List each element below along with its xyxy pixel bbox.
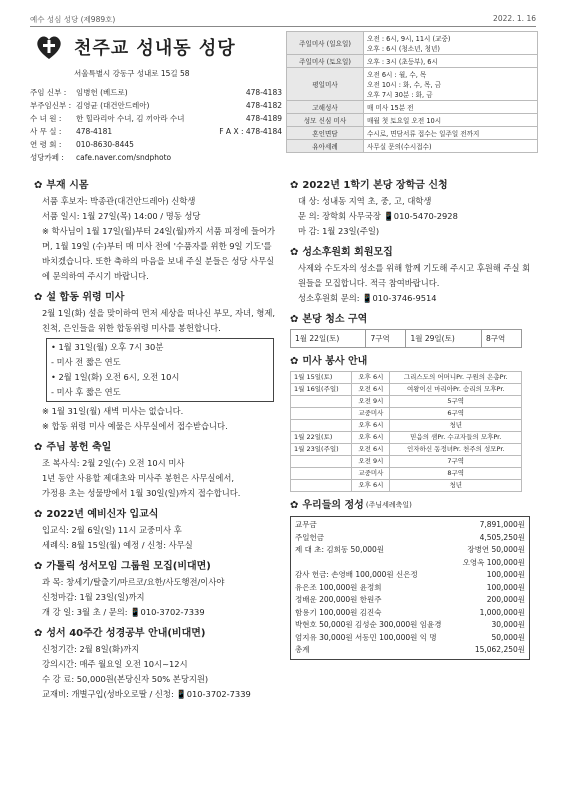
top-bar xyxy=(30,10,536,26)
cleaning-cell: 1월 29일(토) xyxy=(406,330,481,348)
staff-value: 010-8630-8445 xyxy=(76,140,134,149)
mass-times xyxy=(364,127,538,140)
mass-time-line: 오후 7시 30분 : 화, 금 xyxy=(367,91,433,99)
mass-time-line: 오후 : 6시 (청소년, 청년) xyxy=(367,45,440,53)
section-heading: ✿ 성소후원회 회원모집 xyxy=(290,247,393,258)
service-date xyxy=(291,480,352,492)
mass-time-line: 오후 : 3시 (초등부), 6시 xyxy=(367,58,438,66)
donation-amount: 100,000원 xyxy=(486,582,525,592)
service-row xyxy=(291,444,522,456)
donation-name: 정배운 200,000원 한원주 xyxy=(295,595,382,604)
donation-name: 유은조 100,000원 윤정희 xyxy=(295,582,382,592)
star-icon: ✿ xyxy=(290,180,299,191)
donation-amount: 15,062,250원 xyxy=(474,645,525,654)
service-time: 오후 6시 xyxy=(352,420,390,432)
star-icon: ✿ xyxy=(34,509,43,520)
mass-type: 고해성사 xyxy=(287,101,364,114)
donation-name: 엄지유 30,000원 서동민 100,000원 익 명 xyxy=(295,632,437,642)
service-date xyxy=(291,468,352,480)
donation-row xyxy=(295,594,525,607)
service-row xyxy=(291,372,522,384)
staff-value: 한 힐라리아 수녀, 김 끼아라 수녀 xyxy=(76,114,185,123)
star-icon: ✿ xyxy=(290,356,299,367)
cleaning-cell: 8구역 xyxy=(481,330,521,348)
section-body xyxy=(34,575,280,620)
text-line: 교재비: 개별구입(성바오로딸 / 신청: 📱010-3702-7339 xyxy=(42,689,251,699)
mass-times xyxy=(364,55,538,68)
service-date: 1월 15일(토) xyxy=(291,372,352,384)
cleaning-cell: 1월 22일(토) xyxy=(291,330,366,348)
service-time: 교중미사 xyxy=(352,408,390,420)
text-line: ※ 합동 위령 미사 예물은 사무실에서 접수받습니다. xyxy=(42,421,228,431)
staff-label: 성당카페 : xyxy=(30,153,64,162)
mass-time-line: 사무실 문의(수시접수) xyxy=(367,143,432,151)
section-body: 2월 1일(화) 설을 맞이하여 먼저 세상을 떠나신 부모, 자녀, 형제, 친척, 은인들을 위한 합동위령 미사를 봉헌합니다. xyxy=(42,308,276,333)
service-row xyxy=(291,480,522,492)
mass-type: 주일미사 (토요일) xyxy=(287,55,364,68)
mass-row xyxy=(287,68,538,101)
mass-row xyxy=(287,127,538,140)
donation-amount: 7,891,000원 xyxy=(479,520,525,529)
donation-name: 교무금 xyxy=(295,520,317,529)
staff-row xyxy=(30,86,282,99)
service-group: 6구역 xyxy=(390,408,522,420)
donation-row xyxy=(295,569,525,582)
donation-row xyxy=(295,519,525,532)
service-row xyxy=(291,468,522,480)
mass-row xyxy=(287,101,538,114)
mass-time-line: 수시로, 면담서류 접수는 일주일 전까지 xyxy=(367,130,480,138)
donation-amount: 200,000원 xyxy=(486,595,525,604)
divider xyxy=(30,26,536,27)
staff-phone: 478-4189 xyxy=(245,114,282,123)
donation-name: 감사 헌금: 손영배 100,000원 신은정 xyxy=(295,570,418,579)
text-line: 문 의: 장학회 사무국장 📱010-5470-2928 xyxy=(298,211,458,221)
church-title: 천주교 성내동 성당 xyxy=(74,38,236,59)
star-icon: ✿ xyxy=(290,500,299,511)
section-body xyxy=(34,523,280,553)
mass-time-line: 오전 10시 : 화, 수, 목, 금 xyxy=(367,81,442,89)
donation-amount: 장병연 50,000원 xyxy=(467,545,525,554)
service-group: 청년 xyxy=(390,480,522,492)
service-group: 8구역 xyxy=(390,468,522,480)
donation-row xyxy=(295,582,525,595)
mass-times xyxy=(364,140,538,153)
staff-label: 수 녀 원 : xyxy=(30,114,62,123)
text-line: 세례식: 8월 15일(월) 예정 / 신청: 사무실 xyxy=(42,540,193,550)
section-heading: ✿ 부재 시몸 xyxy=(34,180,89,191)
staff-row xyxy=(30,99,282,112)
staff-list xyxy=(30,86,282,164)
service-group: 5구역 xyxy=(390,396,522,408)
star-icon: ✿ xyxy=(34,292,43,303)
service-date: 1월 23일(주일) xyxy=(291,444,352,456)
star-icon: ✿ xyxy=(34,628,43,639)
staff-label: 부주임신부 : xyxy=(30,101,72,110)
service-time: 오전 6시 xyxy=(352,384,390,396)
staff-value: 478-4181 xyxy=(76,127,113,136)
text-line: 성소후원회 문의: 📱010-3746-9514 xyxy=(298,293,437,303)
text-line: 사제와 수도자의 성소를 위해 함께 기도해 주시고 후원해 주실 회원들을 모집합니다. 적극 참여바랍니다. xyxy=(298,263,531,288)
donation-amount: 30,000원 xyxy=(491,620,525,629)
staff-value: 김영균 (대건안드레아) xyxy=(76,101,150,110)
text-line: ※ 학사님이 1월 17일(월)부터 24일(월)까지 서품 피정에 들어가며, 1월 19일 (수)부터 매 미사 전에 '수품자를 위한 9일 기도'를 바치겠습니다. 또한 축하의 마음을 보내 주실 분들은 성당 사무실에 문의하여 주시기 바랍니다. xyxy=(42,226,276,281)
section-heading: ✿ 우리들의 정성 (주님세례축일) xyxy=(290,500,412,511)
staff-value: 임병헌 (베드로) xyxy=(76,88,128,97)
donation-amount: 4,505,250원 xyxy=(479,532,525,542)
service-row xyxy=(291,432,522,444)
text-line: • 1월 31일(월) 오후 7시 30분 xyxy=(51,342,164,352)
staff-phone: F A X : 478-4184 xyxy=(219,127,282,136)
church-header xyxy=(30,32,282,168)
donation-box xyxy=(290,516,530,660)
star-icon: ✿ xyxy=(34,180,43,191)
text-line: - 미사 후 짧은 연도 xyxy=(51,387,121,397)
donation-row xyxy=(295,644,525,657)
mass-time-line: 매 미사 15분 전 xyxy=(367,104,414,112)
section-body xyxy=(290,261,538,306)
service-date xyxy=(291,456,352,468)
service-group: 그리스도의 어머니Pr. 구원의 은총Pr. xyxy=(390,372,522,384)
donation-name: 제 대 초: 김희동 50,000원 xyxy=(295,545,385,554)
section-heading: ✿ 가톨릭 성서모임 그룹원 모집(비대면) xyxy=(34,561,211,572)
cleaning-cell: 7구역 xyxy=(366,330,406,348)
church-logo-icon xyxy=(34,32,64,62)
right-column xyxy=(290,172,538,660)
section-body xyxy=(290,194,538,239)
text-line: 서품 후보자: 박종관(대건안드레아) 신학생 xyxy=(42,196,196,206)
text-line: • 2월 1일(화) 오전 6시, 오전 10시 xyxy=(51,372,180,382)
mass-times xyxy=(364,68,538,101)
service-row xyxy=(291,408,522,420)
service-row xyxy=(291,384,522,396)
mass-type: 유아세례 xyxy=(287,140,364,153)
donation-row xyxy=(295,557,525,570)
schedule-box xyxy=(46,338,274,402)
mass-row xyxy=(287,140,538,153)
staff-row xyxy=(30,138,282,151)
staff-label: 사 무 실 : xyxy=(30,127,62,136)
mass-times xyxy=(364,114,538,127)
cleaning-table xyxy=(290,329,522,348)
service-time: 오전 6시 xyxy=(352,444,390,456)
donation-name: 총계 xyxy=(295,645,310,654)
mass-type: 혼인면담 xyxy=(287,127,364,140)
text-line: 가정용 초는 성물방에서 1월 30일(일)까지 접수합니다. xyxy=(42,488,241,498)
text-line: 수 강 료: 50,000원(본당신자 50% 본당지원) xyxy=(42,674,209,684)
issue-date: 2022. 1. 16 xyxy=(493,14,536,23)
text-line: 개 강 일: 3월 초 / 문의: 📱010-3702-7339 xyxy=(42,607,205,617)
text-line: ※ 1월 31일(월) 새벽 미사는 없습니다. xyxy=(42,406,184,416)
donation-row xyxy=(295,619,525,632)
service-table xyxy=(290,371,522,492)
section-heading: ✿ 미사 봉사 안내 xyxy=(290,356,368,367)
text-line: 마 감: 1월 23일(주일) xyxy=(298,226,380,236)
staff-label: 주임 신부 : xyxy=(30,88,67,97)
donation-row xyxy=(295,607,525,620)
service-row xyxy=(291,396,522,408)
service-time: 오후 6시 xyxy=(352,432,390,444)
text-line: - 미사 전 짧은 연도 xyxy=(51,357,121,367)
mass-schedule-table xyxy=(286,31,538,153)
service-date xyxy=(291,408,352,420)
staff-row xyxy=(30,125,282,138)
staff-row xyxy=(30,112,282,125)
service-time: 오후 6시 xyxy=(352,372,390,384)
star-icon: ✿ xyxy=(34,561,43,572)
church-address: 서울특별시 강동구 성내로 15길 58 xyxy=(74,69,190,78)
star-icon: ✿ xyxy=(290,314,299,325)
service-time: 오전 9시 xyxy=(352,396,390,408)
text-line: 강의시간: 매주 월요일 오전 10시~12시 xyxy=(42,659,188,669)
donation-amount: 오영옥 100,000원 xyxy=(462,557,525,567)
left-column xyxy=(34,172,280,702)
mass-type: 평일미사 xyxy=(287,68,364,101)
staff-phone: 478-4183 xyxy=(245,88,282,97)
section-heading: ✿ 2022년 1학기 본당 장학금 신청 xyxy=(290,180,448,191)
section-heading: ✿ 성서 40주간 성경공부 안내(비대면) xyxy=(34,628,206,639)
service-group: 7구역 xyxy=(390,456,522,468)
service-date: 1월 22일(토) xyxy=(291,432,352,444)
text-line: 신청기간: 2월 8일(화)까지 xyxy=(42,644,140,654)
mass-times xyxy=(364,101,538,114)
service-time: 오후 6시 xyxy=(352,480,390,492)
mass-times xyxy=(364,32,538,55)
donation-amount: 100,000원 xyxy=(486,570,525,579)
donation-name: 박현호 50,000원 김성순 300,000원 임윤경 xyxy=(295,620,442,629)
mass-time-line: 매월 첫 토요일 오전 10시 xyxy=(367,117,442,125)
staff-row xyxy=(30,151,282,164)
section-heading: ✿ 2022년 예비신자 입교식 xyxy=(34,509,159,520)
mass-time-line: 오전 6시 : 월, 수, 목 xyxy=(367,71,427,79)
service-row xyxy=(291,456,522,468)
donation-row xyxy=(295,544,525,557)
service-time: 교중미사 xyxy=(352,468,390,480)
mass-time-line: 오전 : 6시, 9시, 11시 (교중) xyxy=(367,35,451,43)
service-group: 인자하신 동정녀Pr. 천주의 성모Pr. xyxy=(390,444,522,456)
section-heading: ✿ 설 합동 위령 미사 xyxy=(34,292,125,303)
service-date xyxy=(291,420,352,432)
service-group: 여왕이신 마리아Pr. 승리의 모후Pr. xyxy=(390,384,522,396)
service-group: 믿음의 샘Pr. 수교자들의 모후Pr. xyxy=(390,432,522,444)
section-body xyxy=(34,642,280,702)
text-line: 1년 동안 사용할 제대초와 미사주 봉헌은 사무실에서, xyxy=(42,473,235,483)
donation-amount: 1,000,000원 xyxy=(479,607,525,617)
section-heading: ✿ 주님 봉헌 축일 xyxy=(34,442,112,453)
section-body xyxy=(34,456,280,501)
mass-row xyxy=(287,32,538,55)
service-date xyxy=(291,396,352,408)
donation-amount: 50,000원 xyxy=(491,632,525,642)
section-body xyxy=(34,194,280,284)
text-line: 대 상: 성내동 지역 초, 중, 고, 대학생 xyxy=(298,196,432,206)
cleaning-row xyxy=(291,330,522,348)
service-time: 오전 9시 xyxy=(352,456,390,468)
donation-row xyxy=(295,632,525,645)
star-icon: ✿ xyxy=(290,247,299,258)
text-line: 신청마감: 1월 23일(일)까지 xyxy=(42,592,145,602)
service-row xyxy=(291,420,522,432)
text-line: 과 목: 창세기/탈출기/마르코/요한/사도행전/이사야 xyxy=(42,577,225,587)
donation-name: 함용기 100,000원 김진숙 xyxy=(295,607,382,617)
star-icon: ✿ xyxy=(34,442,43,453)
text-line: 서품 일시: 1월 27일(목) 14:00 / 명동 성당 xyxy=(42,211,201,221)
issue-label: 예수 성심 성당 (제989호) xyxy=(30,15,116,24)
section-notes xyxy=(34,404,280,434)
service-group: 청년 xyxy=(390,420,522,432)
service-date: 1월 16일(주일) xyxy=(291,384,352,396)
staff-phone: 478-4182 xyxy=(245,101,282,110)
section-heading: ✿ 본당 청소 구역 xyxy=(290,314,368,325)
donation-row xyxy=(295,532,525,545)
mass-type: 성모 신심 미사 xyxy=(287,114,364,127)
mass-row xyxy=(287,55,538,68)
mass-type: 주일미사 (일요일) xyxy=(287,32,364,55)
donation-name: 주일헌금 xyxy=(295,532,324,542)
mass-row xyxy=(287,114,538,127)
staff-label: 연 령 회 : xyxy=(30,140,62,149)
staff-value: cafe.naver.com/sndphoto xyxy=(76,153,172,162)
text-line: 조 복사식: 2월 2일(수) 오전 10시 미사 xyxy=(42,458,185,468)
text-line: 입교식: 2월 6일(일) 11시 교중미사 후 xyxy=(42,525,182,535)
